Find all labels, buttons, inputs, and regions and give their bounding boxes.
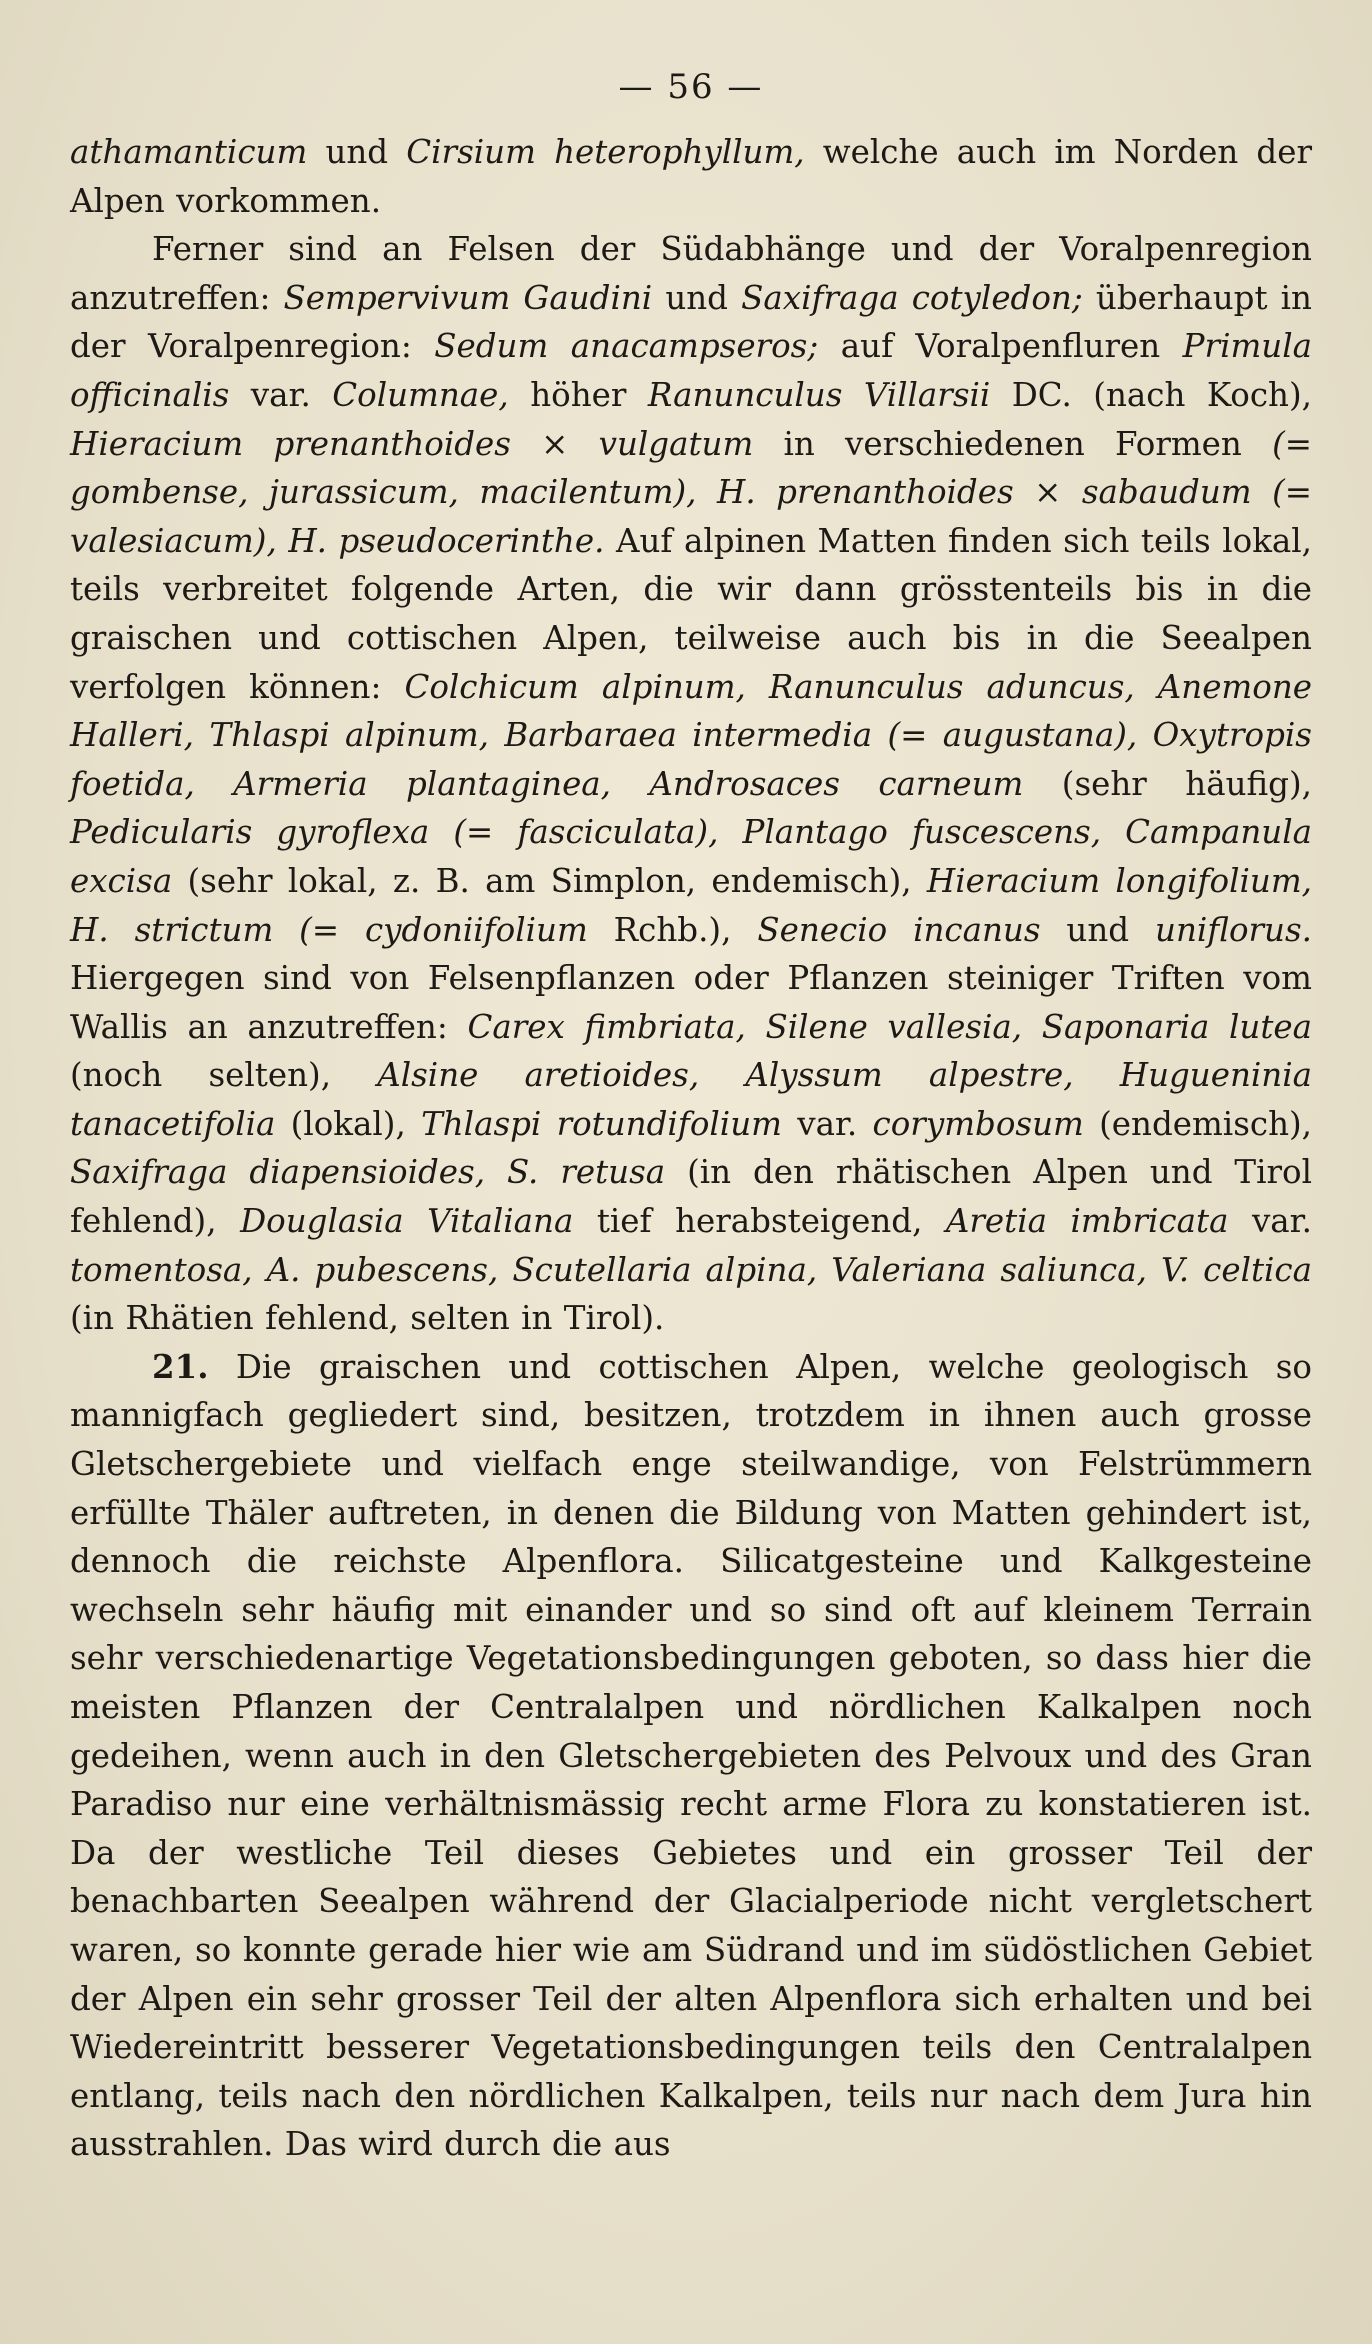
paragraph-continuation [70, 128, 1312, 225]
italic-run: Saxifraga diapensioides, S. retusa [70, 1153, 666, 1192]
italic-run: uniflorus. [1155, 910, 1312, 949]
italic-run: Aretia imbricata [945, 1202, 1229, 1241]
text-run: (in Rhätien fehlend, selten in Tirol). [70, 1299, 665, 1338]
italic-run: athamanticum [70, 133, 308, 171]
italic-run: Carex fimbriata, Silene vallesia, Saponaria lutea [467, 1007, 1312, 1046]
text-run: var. [781, 1104, 873, 1143]
italic-run: Douglasia Vitaliana [240, 1202, 574, 1241]
italic-run: vulgatum [598, 424, 754, 463]
page-number: — 56 — [618, 67, 764, 107]
text-run: (endemisch), [1083, 1104, 1313, 1143]
paragraph-ferner [70, 225, 1312, 1343]
text-run: (sehr häufig), [1023, 764, 1312, 803]
italic-run: Alsine aretioides, Alyssum alpestre, Hugueninia tanacetifolia [70, 1056, 1312, 1143]
italic-run: Senecio incanus [757, 910, 1041, 949]
text-run: und [307, 133, 407, 171]
italic-run: Ranunculus Villarsii [647, 375, 991, 414]
text-run: var. [1228, 1202, 1312, 1241]
text-run: und [652, 278, 742, 317]
italic-run: Hieracium prenanthoides [70, 424, 511, 463]
text-run: und [1040, 910, 1156, 949]
text-run: Die graischen und cottischen Alpen, welche geologisch so mannigfach gegliedert sind, besitzen, trotzdem in ihnen auch grosse Gletschergebiete und vielfach enge steilwandige, von Felstrümmern erfüllte Thäler auftreten, in denen die Bildung von Matten gehindert ist, dennoch die reichste Alpenflora. Silicatgesteine und Kalkgesteine wechseln sehr häufig mit einander und so sind oft auf kleinem Terrain sehr verschiedenartige Vegetationsbedingungen geboten, so dass hier die meisten Pflanzen der Centralalpen und nördlichen Kalkalpen noch gedeihen, wenn auch in den Gletschergebieten des Pelvoux und des Gran Paradiso nur eine verhältnismässig recht arme Flora zu konstatieren ist. Da der westliche Teil dieses Gebietes und ein grosser Teil der benachbarten Seealpen während der Glacialperiode nicht vergletschert waren, so konnte gerade hier wie am Südrand und im südöstlichen Gebiet der Alpen ein sehr grosser Teil der alten Alpenflora sich erhalten und bei Wiedereintritt besserer Vegetationsbedingungen teils den Centralalpen entlang, teils nach den nördlichen Kalkalpen, teils nur nach dem Jura hin ausstrahlen. Das wird durch die aus [70, 1347, 1312, 2164]
text-run: Rchb.), [587, 910, 758, 949]
text-run: (lokal), [275, 1104, 422, 1143]
text-run: welche auch im Norden der Alpen vorkommen. [70, 133, 1312, 220]
italic-run: Saxifraga cotyledon; [741, 278, 1083, 317]
text-run: (sehr lokal, z. B. am Simplon, endemisch), [172, 861, 927, 900]
text-run: (in den rhätischen Alpen und Tirol fehlend), [70, 1153, 1312, 1241]
italic-run: Sempervivum Gaudini [283, 278, 653, 317]
text-run: × [510, 424, 599, 463]
text-run: tief herabsteigend, [573, 1202, 946, 1241]
text-run: DC. (nach Koch), [990, 375, 1312, 414]
text-run: in verschiedenen Formen [753, 424, 1273, 463]
text-run: überhaupt in der Voralpenregion: [70, 278, 1312, 366]
italic-run: Primula officinalis [70, 327, 1312, 414]
section-number: 21. [152, 1346, 209, 1386]
italic-run: (= gombense, jurassicum, macilentum), H. prenanthoides [70, 424, 1312, 512]
italic-run: corymbosum [872, 1104, 1084, 1143]
italic-run: Colchicum alpinum, Ranunculus aduncus, Anemone Halleri, Thlaspi alpinum, Barbaraea intermedia (= augustana), Oxytropis foetida, Armeria plantaginea, Androsaces carneum [70, 667, 1312, 803]
italic-run: sabaudum (= valesiacum), H. pseudocerinthe. [70, 473, 1312, 560]
paragraph-section-21 [70, 1343, 1312, 2169]
text-run: × [1013, 473, 1082, 512]
italic-run: Thlaspi rotundifolium [421, 1104, 782, 1143]
italic-run: Pedicularis gyroflexa (= fasciculata), Plantago fuscescens, Campanula excisa [70, 813, 1312, 900]
italic-run: Sedum anacampseros; [434, 327, 819, 366]
text-run: höher [508, 375, 648, 414]
italic-run: Hieracium longifolium, H. strictum (= cydoniifolium [70, 861, 1312, 949]
body-text [70, 128, 1312, 2169]
italic-run: tomentosa, A. pubescens, Scutellaria alpina, Valeriana saliunca, V. celtica [70, 1250, 1312, 1289]
text-run: Hiergegen sind von Felsenpflanzen oder Pflanzen steiniger Triften vom Wallis an anzutreffen: [70, 959, 1312, 1046]
text-run: Ferner sind an Felsen der Südabhänge und der Voralpenregion anzutreffen: [70, 230, 1312, 317]
text-run: var. [229, 375, 333, 414]
text-run: auf Voralpenfluren [818, 327, 1183, 366]
italic-run: Cirsium heterophyllum, [406, 133, 805, 171]
italic-run: Columnae, [332, 375, 509, 414]
text-run: (noch selten), [70, 1056, 378, 1095]
text-run: Auf alpinen Matten finden sich teils lokal, teils verbreitet folgende Arten, die wir dann grösstenteils bis in die graischen und cottischen Alpen, teilweise auch bis in die Seealpen verfolgen können: [70, 521, 1312, 706]
